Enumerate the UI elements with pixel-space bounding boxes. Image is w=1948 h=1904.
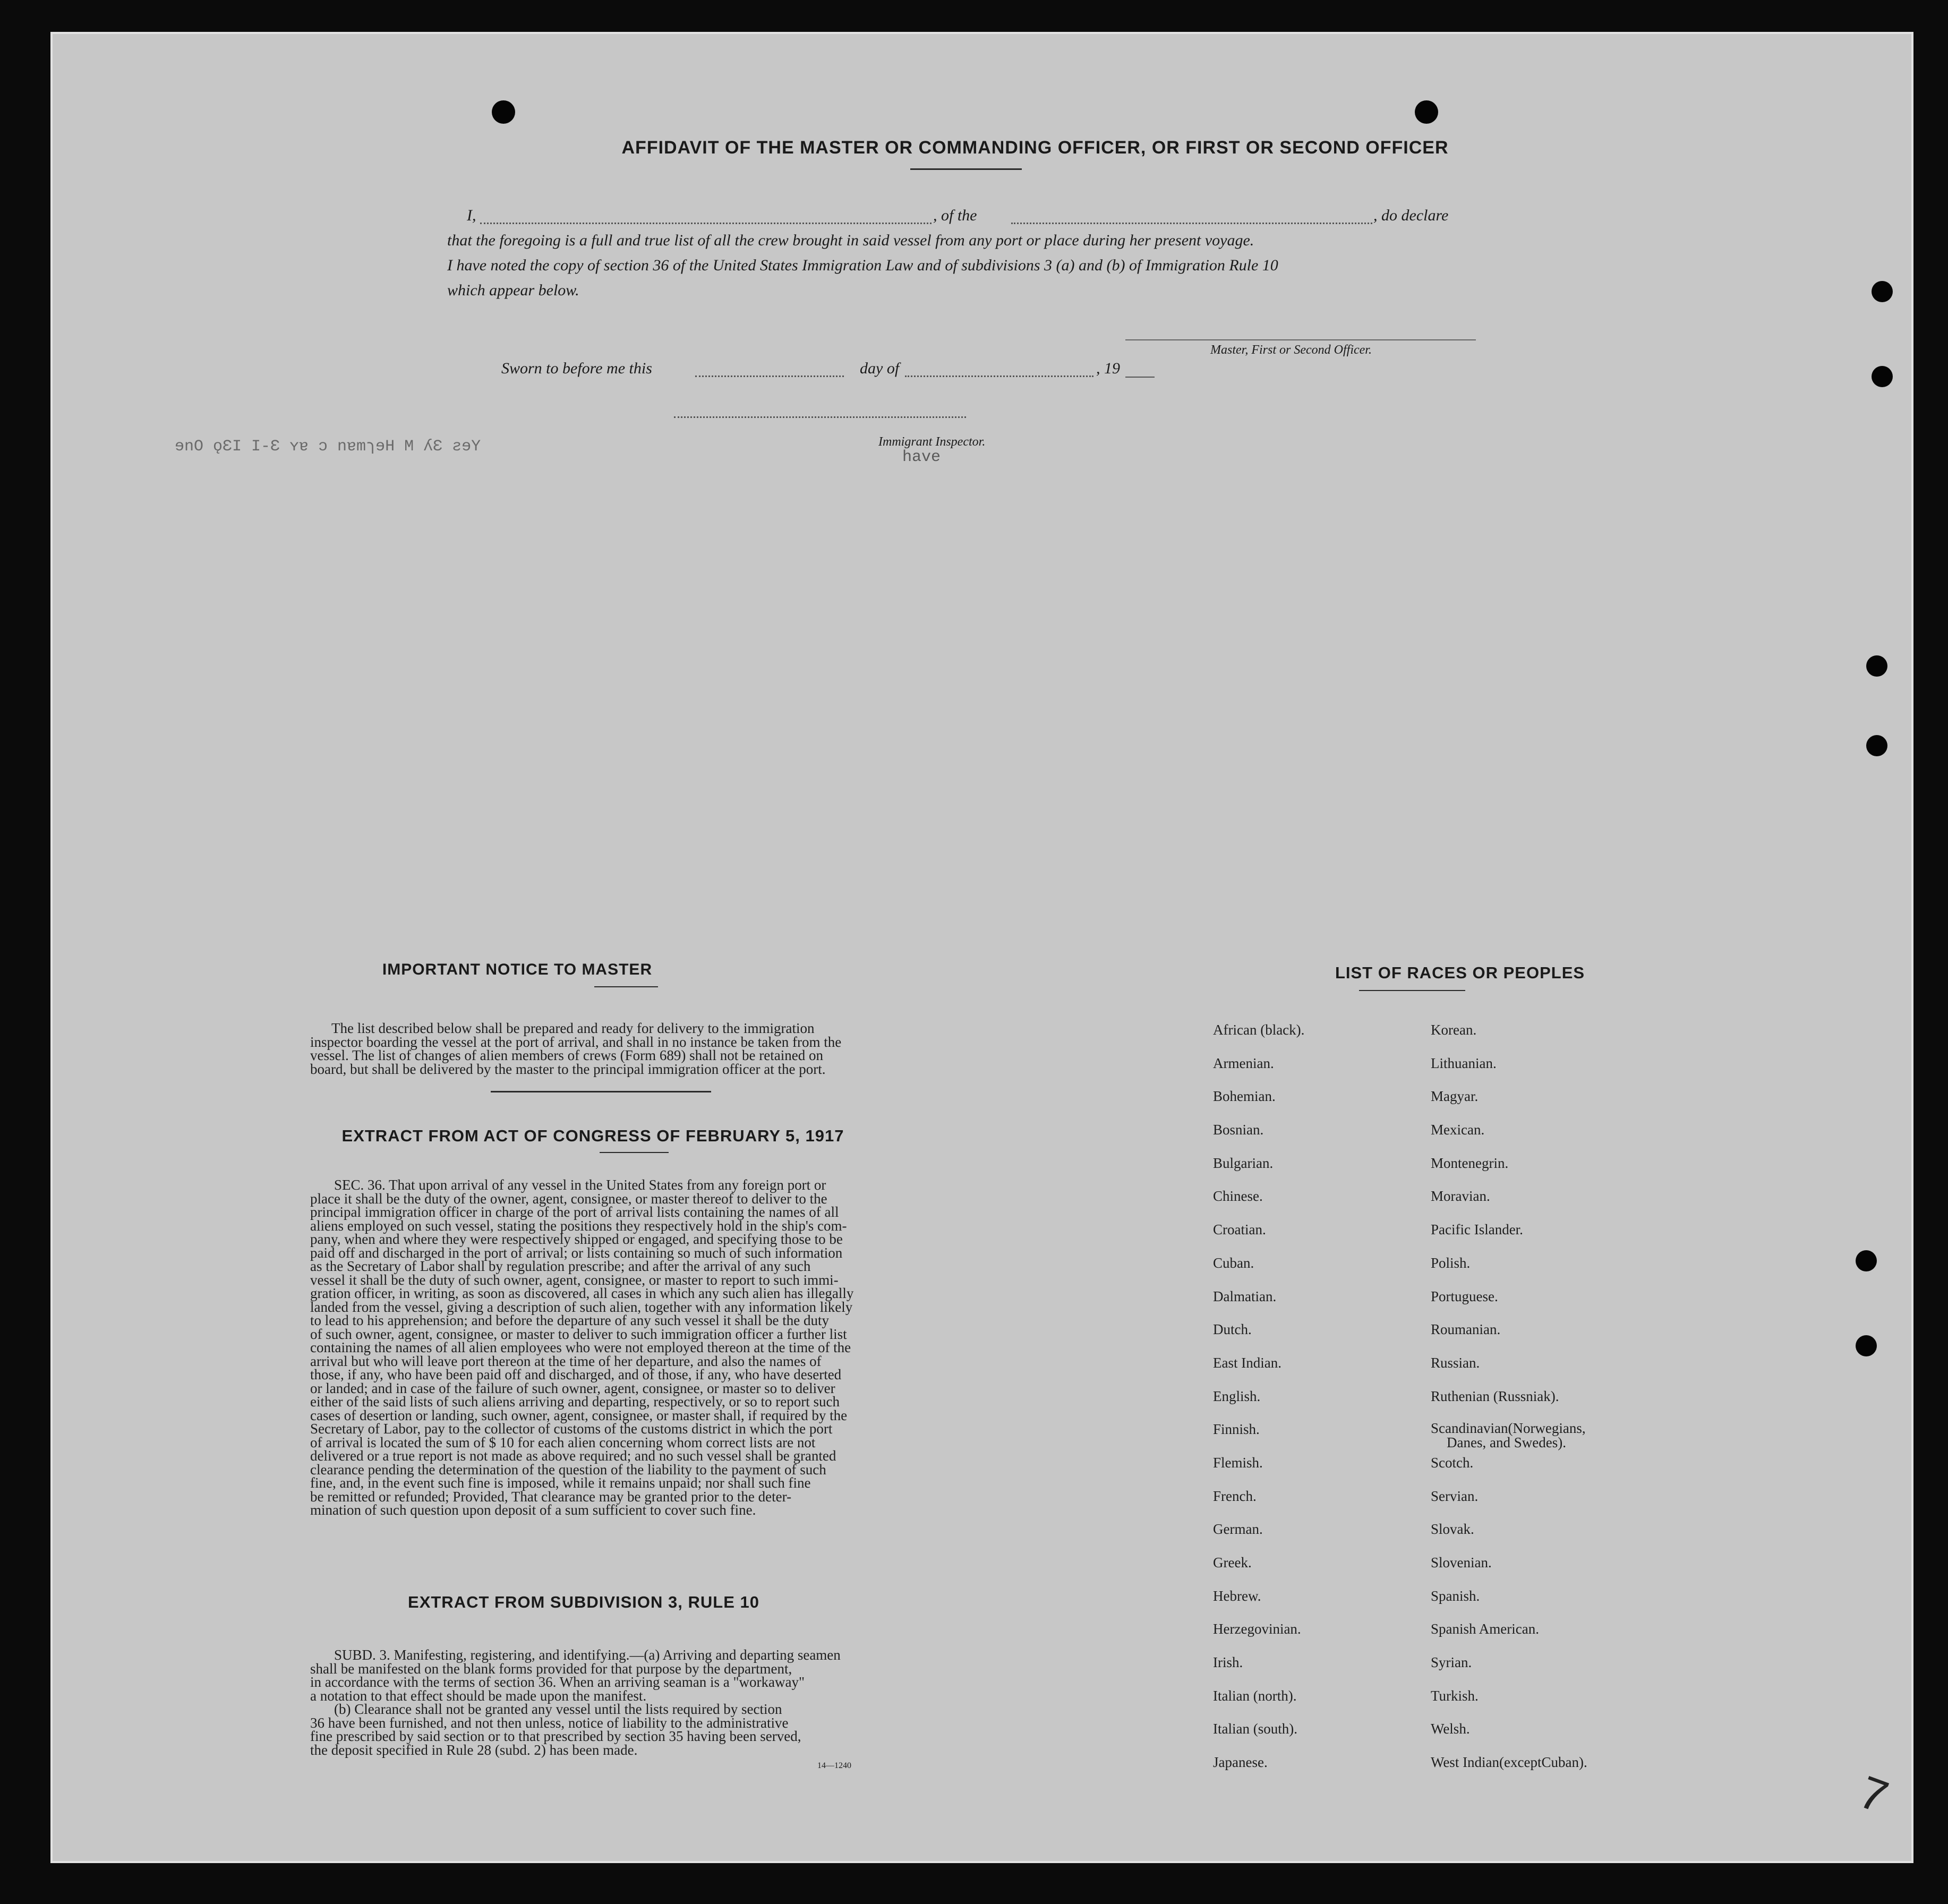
- race-item: Italian (north).: [1213, 1687, 1297, 1704]
- race-item: Bosnian.: [1213, 1122, 1264, 1138]
- race-item-continuation: Danes, and Swedes).: [1447, 1435, 1566, 1451]
- race-item: Croatian.: [1213, 1222, 1266, 1238]
- race-item: Italian (south).: [1213, 1721, 1297, 1737]
- sworn-month-field[interactable]: [905, 375, 1093, 377]
- signature-line[interactable]: [1125, 339, 1476, 340]
- race-item: Russian.: [1431, 1354, 1480, 1371]
- race-item: Pacific Islander.: [1431, 1222, 1523, 1238]
- notice-line: board, but shall be delivered by the master to the principal immigration officer at the port.: [310, 1061, 826, 1077]
- races-left-column: [1213, 1022, 1436, 1788]
- rule-line: (b) Clearance shall not be granted any vessel until the lists required by section: [334, 1701, 782, 1717]
- affidavit-line4: which appear below.: [447, 281, 579, 299]
- rule-line: shall be manifested on the blank forms provided for that purpose by the department,: [310, 1660, 792, 1677]
- act-line: to lead to his apprehension; and before the departure of any such vessel it shall be the duty: [310, 1312, 829, 1328]
- extract-rule-paragraph: [310, 1649, 961, 1757]
- race-item: English.: [1213, 1388, 1261, 1404]
- act-line: those, if any, who have been paid off and discharged, and of those, if any, who have deserted: [310, 1367, 842, 1382]
- race-item: Spanish.: [1431, 1587, 1480, 1604]
- punch-hole-icon: [1866, 735, 1887, 756]
- act-line: landed from the vessel, giving a description of such alien, together with any information likely: [310, 1299, 853, 1315]
- race-item: Servian.: [1431, 1488, 1479, 1504]
- punch-hole-icon: [1872, 366, 1893, 387]
- race-item: Welsh.: [1431, 1721, 1470, 1737]
- act-line: containing the names of all alien employees who were not employed thereon at the time of the: [310, 1339, 851, 1355]
- extract-act-paragraph: [310, 1179, 961, 1517]
- bleed-through-row: ɘnO ǫƐI I-Ɛ ʏɐ ɔ nɐmɿɘH M ʎƐ ƨɘY: [175, 438, 481, 456]
- name-field[interactable]: [480, 223, 932, 224]
- extract-act-title: EXTRACT FROM ACT OF CONGRESS OF FEBRUARY 5, 1917: [341, 1126, 844, 1145]
- of-the-label: , of the: [933, 207, 977, 224]
- race-item: Moravian.: [1431, 1188, 1490, 1205]
- punch-hole-icon: [492, 100, 515, 124]
- act-line: place it shall be the duty of the owner, agent, consignee, or master thereof to deliver to the: [310, 1190, 827, 1207]
- race-item: Scotch.: [1431, 1454, 1474, 1471]
- race-item: Ruthenian (Russniak).: [1431, 1388, 1559, 1404]
- race-item: Bohemian.: [1213, 1088, 1276, 1105]
- race-item: German.: [1213, 1521, 1263, 1538]
- extract-act-underline: [600, 1152, 669, 1153]
- race-item: Chinese.: [1213, 1188, 1263, 1205]
- race-item: Bulgarian.: [1213, 1155, 1274, 1171]
- race-item: Roumanian.: [1431, 1321, 1501, 1338]
- race-item: Flemish.: [1213, 1454, 1263, 1471]
- act-line: of such owner, agent, consignee, or master to deliver to such immigration officer a further list: [310, 1326, 847, 1342]
- race-item: Armenian.: [1213, 1055, 1274, 1071]
- notice-line: The list described below shall be prepared and ready for delivery to the immigration: [331, 1020, 815, 1036]
- race-item: Turkish.: [1431, 1687, 1479, 1704]
- affidavit-line1: [467, 207, 1529, 228]
- punch-hole-icon: [1866, 655, 1887, 677]
- race-item: Slovak.: [1431, 1521, 1474, 1538]
- notice-paragraph: [310, 1022, 958, 1076]
- act-line: mination of such question upon deposit of a sum sufficient to cover such fine.: [310, 1502, 756, 1518]
- notice-line: vessel. The list of changes of alien members of crews (Form 689) shall not be retained on: [310, 1047, 823, 1063]
- act-line: paid off and discharged in the port of arrival; or lists containing so much of such information: [310, 1244, 843, 1261]
- race-item: Mexican.: [1431, 1122, 1485, 1138]
- form-number: 14—1240: [817, 1761, 851, 1770]
- affidavit-title: AFFIDAVIT OF THE MASTER OR COMMANDING OFFICER, OR FIRST OR SECOND OFFICER: [621, 138, 1449, 158]
- act-line: of arrival is located the sum of $ 10 for each alien concerning whom correct lists are not: [310, 1434, 816, 1450]
- race-item: Japanese.: [1213, 1754, 1268, 1771]
- act-line: gration officer, in writing, as soon as discovered, all cases in which any such alien has illegally: [310, 1285, 854, 1301]
- race-item: Syrian.: [1431, 1654, 1472, 1671]
- act-line: clearance pending the determination of the question of the liability to the payment of such: [310, 1461, 826, 1478]
- punch-hole-icon: [1415, 100, 1438, 124]
- rule-line: a notation to that effect should be made upon the manifest.: [310, 1687, 647, 1704]
- act-line: Secretary of Labor, pay to the collector of customs of the customs district in which the port: [310, 1421, 833, 1437]
- extract-rule-title: EXTRACT FROM SUBDIVISION 3, RULE 10: [408, 1593, 759, 1611]
- rule-line: fine prescribed by said section or to that prescribed by section 35 having been served,: [310, 1728, 801, 1744]
- race-item: Lithuanian.: [1431, 1055, 1497, 1071]
- race-item: Korean.: [1431, 1022, 1477, 1038]
- race-item: East Indian.: [1213, 1354, 1281, 1371]
- race-item: West Indian(exceptCuban).: [1431, 1754, 1587, 1771]
- race-item: Dutch.: [1213, 1321, 1252, 1338]
- affidavit-line2: that the foregoing is a full and true list of all the crew brought in said vessel from any port or place during her present voyage.: [447, 232, 1254, 249]
- year-label: , 19: [1096, 360, 1120, 377]
- signature-caption: Master, First or Second Officer.: [1210, 343, 1372, 357]
- act-line: arrival but who will leave port thereon at the time of her departure, and also the names of: [310, 1353, 822, 1369]
- race-item: Portuguese.: [1431, 1288, 1498, 1304]
- race-item: African (black).: [1213, 1022, 1305, 1038]
- act-line: as the Secretary of Labor shall by regulation prescribe; and after the arrival of any such: [310, 1258, 811, 1274]
- race-item: French.: [1213, 1488, 1257, 1504]
- race-item: Finnish.: [1213, 1421, 1260, 1438]
- punch-hole-icon: [1856, 1250, 1877, 1271]
- act-line: or landed; and in case of the failure of such owner, agent, consignee, or master so to deliver: [310, 1380, 835, 1396]
- act-line: aliens employed on such vessel, stating the positions they respectively hold in the ship's com-: [310, 1217, 847, 1234]
- bleed-through-corner-mark: 7: [1850, 1767, 1895, 1829]
- bleed-through-word: have: [902, 448, 941, 466]
- races-right-column: [1431, 1022, 1675, 1788]
- race-item: Dalmatian.: [1213, 1288, 1277, 1304]
- rule-line: 36 have been furnished, and not then unless, notice of liability to the administrative: [310, 1714, 789, 1731]
- act-line: either of the said lists of such aliens arriving and departing, respectively, or so to report such: [310, 1394, 840, 1410]
- notice-line: inspector boarding the vessel at the port of arrival, and shall in no instance be taken from the: [310, 1034, 842, 1050]
- affidavit-line3: I have noted the copy of section 36 of the United States Immigration Law and of subdivisions 3 (a) and (b) of Immigration Rule 10: [447, 257, 1278, 274]
- rule-line: the deposit specified in Rule 28 (subd. 2) has been made.: [310, 1741, 638, 1758]
- race-item: Spanish American.: [1431, 1621, 1539, 1637]
- race-item-text: Scandinavian(Norwegians,: [1431, 1420, 1586, 1437]
- rule-line: in accordance with the terms of section 36. When an arriving seaman is a "workaway": [310, 1674, 805, 1690]
- race-item: Irish.: [1213, 1654, 1243, 1671]
- race-item: Cuban.: [1213, 1254, 1254, 1271]
- inspector-caption: Immigrant Inspector.: [878, 435, 986, 449]
- sworn-day-field[interactable]: [695, 375, 844, 377]
- race-item: Magyar.: [1431, 1088, 1479, 1105]
- document-sheet: [50, 32, 1913, 1863]
- race-item: [1431, 1421, 1675, 1455]
- race-item: Hebrew.: [1213, 1587, 1261, 1604]
- vessel-field[interactable]: [1011, 223, 1372, 224]
- inspector-signature-line[interactable]: [674, 416, 966, 418]
- races-title: LIST OF RACES OR PEOPLES: [1335, 963, 1585, 982]
- race-item: Slovenian.: [1431, 1555, 1492, 1570]
- sworn-label: Sworn to before me this: [501, 360, 652, 377]
- day-of-label: day of: [860, 360, 900, 377]
- act-line: principal immigration officer in charge of the port of arrival lists containing the names of all: [310, 1204, 839, 1220]
- races-title-underline: [1359, 990, 1465, 991]
- race-item: Polish.: [1431, 1254, 1471, 1271]
- rule-line: SUBD. 3. Manifesting, registering, and identifying.—(a) Arriving and departing seamen: [334, 1647, 841, 1663]
- act-line: cases of desertion or landing, such owner, agent, consignee, or master shall, if required by the: [310, 1407, 848, 1423]
- act-line: SEC. 36. That upon arrival of any vessel in the United States from any foreign port or: [334, 1177, 826, 1193]
- act-line: delivered or a true report is not made as above required; and no such vessel shall be granted: [310, 1448, 836, 1464]
- sworn-year-field[interactable]: [1125, 377, 1155, 378]
- section-divider: [491, 1091, 711, 1092]
- race-item: Montenegrin.: [1431, 1155, 1509, 1171]
- race-item: Greek.: [1213, 1555, 1252, 1570]
- notice-title-underline: [594, 986, 658, 987]
- punch-hole-icon: [1856, 1335, 1877, 1356]
- race-item: Herzegovinian.: [1213, 1621, 1301, 1637]
- act-line: pany, when and where they were respectively shipped or engaged, and specifying those to be: [310, 1231, 843, 1247]
- title-underline: [910, 168, 1022, 170]
- i-label: I,: [467, 207, 476, 224]
- act-line: be remitted or refunded; Provided, That clearance may be granted prior to the deter-: [310, 1488, 792, 1505]
- act-line: vessel it shall be the duty of such owner, agent, consignee, or master to report to such immi-: [310, 1271, 839, 1288]
- punch-hole-icon: [1872, 281, 1893, 302]
- do-declare-label: , do declare: [1373, 207, 1449, 224]
- notice-title: IMPORTANT NOTICE TO MASTER: [382, 961, 653, 978]
- act-line: fine, and, in the event such fine is imposed, while it remains unpaid; nor shall such fine: [310, 1475, 811, 1491]
